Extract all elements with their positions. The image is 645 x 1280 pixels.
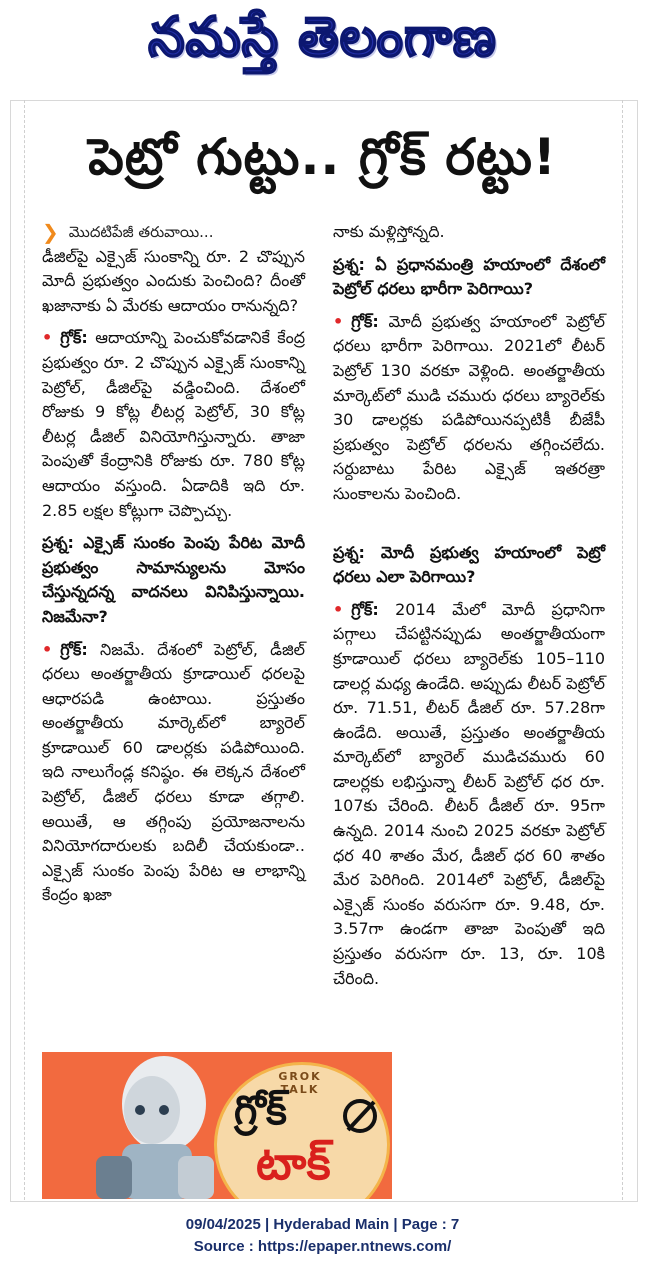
paragraph-text: ప్రశ్న: ఏ ప్రధానమంత్రి హయాంలో దేశంలో పెట్రోల్ ధరలు భారీగా పెరిగాయి? [333,254,605,299]
answer-label: గ్రోక్: [60,328,88,348]
page-footer [0,1214,645,1258]
right-column [333,220,605,991]
slash-logo-icon [342,1098,378,1134]
answer-paragraph [42,326,305,523]
robot-illustration [82,1052,222,1199]
bullet-icon: • [333,599,344,619]
question-paragraph [333,253,605,302]
paragraph-text: 2014 మేలో మోదీ ప్రధానిగా పగ్గాలు చేపట్టినప్పుడు అంతర్జాతీయంగా క్రూడాయిల్ ధరలు బ్యారెల్‌కు 105–110 డాలర్ల మధ్య ఉండేది. అప్పుడు లీటర్ పెట్రోల్ రూ. 71.51, లీటర్ డీజిల్ రూ. 57.28గా ఉండేది. అయితే, ప్రస్తుతం అంతర్జాతీయ మార్కెట్‌లో బ్యారెల్ ముడిచమురు 60 డాలర్లకు లభిస్తున్నా లీటర్ పెట్రోల్ ధర రూ. 107కు చేరింది. లీటర్ డీజిల్ రూ. 95గా ఉన్నది. 2014 నుంచి 2025 వరకూ పెట్రోల్ ధర 40 శాతం మేర, డీజిల్ ధర 60 శాతం మేర పెరిగింది. 2014లో పెట్రోల్, డీజిల్‌పై ఎక్సైజ్ సుంకం వరుసగా రూ. 9.48, రూ. 3.57గా ఉండగా తాజా పెంపుతో ఇది ప్రస్తుతం వరుసగా రూ. 13, రూ. 10కి చేరింది. [333,599,605,988]
answer-label: గ్రోక్: [351,311,379,331]
paragraph-gap [42,523,305,531]
body-paragraph [333,220,605,245]
right-column-body [333,220,605,991]
left-column [42,220,305,908]
grok-talk-caption: GROK TALK [278,1070,322,1096]
paragraph-text: ప్రశ్న: మోదీ ప్రభుత్వ హయాంలో పెట్రో ధరలు ఎలా పెరిగాయి? [333,542,605,587]
paragraph-gap [42,630,305,638]
paragraph-text: ఆదాయాన్ని పెంచుకోవడానికే కేంద్ర ప్రభుత్వం రూ. 2 చొప్పున ఎక్సైజ్ సుంకాన్ని పెట్రోల్, డీజిల్‌పై వడ్డించింది. దేశంలో రోజుకు 9 కోట్ల లీటర్ల పెట్రోల్, 30 కోట్ల లీటర్ల డీజిల్ వినియోగిస్తున్నారు. తాజా పెంపుతో కేంద్రానికి రోజుకు రూ. 780 కోట్ల ఆదాయం వస్తుంది. ఏడాదికి ఇది రూ. 2.85 లక్షల కోట్లుగా చెప్పొచ్చు. [42,328,305,520]
paragraph-text: డీజిల్‌పై ఎక్సైజ్ సుంకాన్ని రూ. 2 చొప్పున మోదీ ప్రభుత్వం ఎందుకు పెంచింది? దీంతో ఖజానాకు ఏ మేరకు ఆదాయం రానున్నది? [42,246,305,315]
grok-talk-banner [42,1052,392,1199]
answer-paragraph [333,598,605,992]
paragraph-gap [42,318,305,326]
answer-label: గ్రోక్: [60,639,88,659]
paragraph-gap [333,302,605,310]
continued-label: మొదటిపేజీ తరువాయి... [68,223,214,241]
paragraph-text: మోదీ ప్రభుత్వ హయాంలో పెట్రోల్ ధరలు భారీగా పెరిగాయి. 2021లో లీటర్ పెట్రోల్ 130 వరకూ వెళ్లింది. అంతర్జాతీయ మార్కెట్‌లో ముడి చమురు ధరలు బ్యారెల్‌కు 30 డాలర్లకు పడిపోయినప్పటికీ బీజేపీ ప్రభుత్వం పెట్రోల్ ధరలను తగ్గించలేదు. సర్దుబాటు పేరిట ఎక్సైజ్ ఇతరత్రా సుంకాలను పెంచింది. [333,311,605,503]
frame-guide-left [24,100,25,1200]
footer-edition-info: 09/04/2025 | Hyderabad Main | Page : 7 [185,1216,460,1233]
continued-from-front-page [42,220,305,245]
frame-guide-right [622,100,623,1200]
bullet-icon: • [42,328,53,348]
headline: పెట్రో గుట్టు.. గ్రోక్ రట్టు! [88,128,557,186]
paragraph-gap [333,245,605,253]
grok-talk-title-line2: టాక్ [256,1136,331,1190]
question-paragraph [42,531,305,629]
paragraph-text: నిజమే. దేశంలో పెట్రోల్, డీజిల్ ధరలు అంతర్జాతీయ క్రూడాయిల్ ధరలపై ఆధారపడి ఉంటాయి. ప్రస్తుతం అంతర్జాతీయ మార్కెట్‌లో బ్యారెల్ క్రూడాయిల్ 60 డాలర్లకు పడిపోయింది. ఇది నాలుగేండ్ల కనిష్ఠం. ఈ లెక్కన దేశంలో పెట్రోల్, డీజిల్ ధరలు కూడా తగ్గాలి. అయితే, ఆ తగ్గింపు ప్రయోజనాలను వినియోగదారులకు బదిలీ చేయకుండా.. ఎక్సైజ్ సుంకం పెంపు పేరిట ఆ లాభాన్ని కేంద్రం ఖజా [42,639,306,905]
bullet-icon: • [333,311,344,331]
answer-paragraph [42,638,305,909]
answer-label: గ్రోక్: [351,599,379,619]
masthead-logo: నమస్తే తెలంగాణ [148,6,497,70]
grok-talk-title-line1: గ్రోక్ [234,1088,287,1134]
question-paragraph [333,541,605,590]
paragraph-text: నాకు మళ్లిస్తోన్నది. [333,222,445,241]
left-column-body [42,245,305,908]
answer-paragraph [333,310,605,507]
masthead [0,0,645,80]
body-paragraph [42,245,305,319]
bullet-icon: • [42,639,53,659]
footer-source: Source : https://epaper.ntnews.com/ [193,1238,452,1255]
paragraph-gap [333,507,605,541]
chevron-right-icon: ❯ [42,220,59,245]
paragraph-gap [333,590,605,598]
paragraph-text: ప్రశ్న: ఎక్సైజ్ సుంకం పెంపు పేరిట మోదీ ప్రభుత్వం సామాన్యులను మోసం చేస్తున్నదన్న వాదనలు వినిపిస్తున్నాయి. నిజమేనా? [42,533,305,626]
